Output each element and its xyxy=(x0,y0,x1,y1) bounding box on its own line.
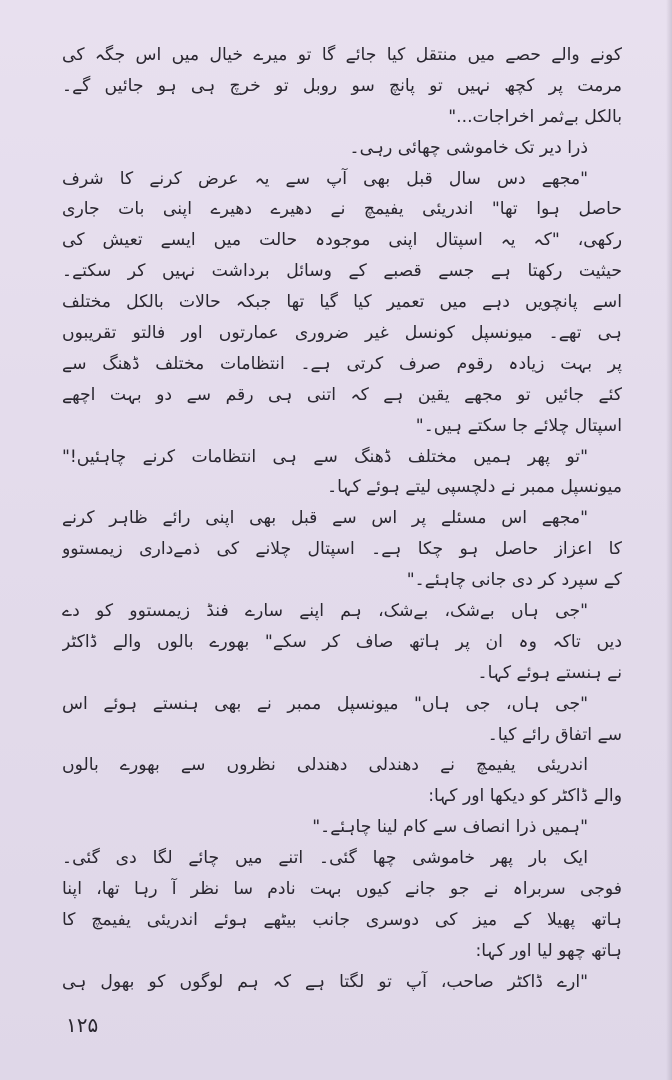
text-line-17: کا اعزاز حاصل ہو چکا ہے۔ اسپتال چلانے کی ذمےداری زیمستوو xyxy=(62,539,622,560)
text-line-23: سے اتفاق رائے کیا۔ xyxy=(487,724,622,745)
page-edge-shadow xyxy=(666,0,672,1080)
text-line-7: رکھی، "کہ یہ اسپتال اپنی موجودہ حالت میں ایسے تعیش کی xyxy=(62,230,622,251)
text-line-28: فوجی سربراہ نے جو جانے کیوں بہت نادم سا نظر آ رہا تھا، اپنا xyxy=(62,879,622,900)
text-line-9: اسے پانچویں دہے میں تعمیر کیا گیا تھا جبکہ حالات بالکل مختلف xyxy=(62,292,622,313)
text-line-1: کونے والے حصے میں منتقل کیا جائے گا تو میرے خیال میں اس جگہ کی xyxy=(62,45,622,65)
text-line-8: حیثیت رکھتا ہے جسے قصبے کے وسائل برداشت نہیں کر سکتے۔ xyxy=(62,261,622,282)
text-line-15: میونسپل ممبر نے دلچسپی لیتے ہوئے کہا۔ xyxy=(327,477,622,498)
page-number: ۱۲۵ xyxy=(66,1013,99,1037)
text-line-2: مرمت پر کچھ نہیں تو پانچ سو روبل تو خرچ ہی ہو جائیں گے۔ xyxy=(62,75,622,96)
text-line-25: والے ڈاکٹر کو دیکھا اور کہا: xyxy=(428,786,622,807)
text-line-29: ہاتھ پھیلا کے میز کی دوسری جانب بیٹھے ہوئے اندریئی یفیمچ کا xyxy=(62,909,622,930)
text-line-24: اندریئی یفیمچ نے دھندلی دھندلی نظروں سے بھورے بالوں xyxy=(62,755,588,776)
text-line-30: ہاتھ چھو لیا اور کہا: xyxy=(475,940,622,961)
text-line-26: "ہمیں ذرا انصاف سے کام لینا چاہئے۔" xyxy=(312,817,588,838)
text-line-12: کئے جائیں تو مجھے یقین ہے کہ اتنی ہی رقم سے دو بہت اچھے xyxy=(62,384,622,405)
text-line-20: دیں تاکہ وہ ان پر ہاتھ صاف کر سکے" بھورے بالوں والے ڈاکٹر xyxy=(62,631,622,652)
text-line-11: پر بہت زیادہ رقوم صرف کرتی ہے۔ انتظامات مختلف ڈھنگ سے xyxy=(62,353,622,374)
urdu-text-body xyxy=(62,40,622,998)
text-line-19: "جی ہاں بےشک، بےشک، ہم اپنے سارے فنڈ زیمستوو کو دے xyxy=(62,601,588,622)
text-line-21: نے ہنستے ہوئے کہا۔ xyxy=(477,662,622,683)
text-line-27: ایک بار پھر خاموشی چھا گئی۔ اتنے میں چائے لگا دی گئی۔ xyxy=(62,848,588,869)
text-line-6: حاصل ہوا تھا" اندریئی یفیمچ نے دھیرے دھیرے اپنی بات جاری xyxy=(62,199,622,220)
text-line-10: ہی تھے۔ میونسپل کونسل غیر ضروری عمارتوں اور فالتو تقریبوں xyxy=(62,323,622,344)
text-line-16: "مجھے اس مسئلے پر اس سے قبل بھی اپنی رائے ظاہر کرنے xyxy=(62,508,588,529)
text-line-22: "جی ہاں، جی ہاں" میونسپل ممبر نے بھی ہنستے ہوئے اس xyxy=(62,693,588,714)
text-line-14: "تو پھر ہمیں مختلف ڈھنگ سے ہی انتظامات کرنے چاہئیں!" xyxy=(62,446,588,467)
text-line-3: بالکل بےثمر اخراجات..." xyxy=(448,106,622,127)
text-line-5: "مجھے دس سال قبل بھی آپ سے یہ عرض کرنے کا شرف xyxy=(62,168,588,189)
text-line-31: "ارے ڈاکٹر صاحب، آپ تو لگتا ہے کہ ہم لوگوں کو بھول ہی xyxy=(62,971,588,992)
text-line-4: ذرا دیر تک خاموشی چھائی رہی۔ xyxy=(349,137,588,158)
text-line-13: اسپتال چلائے جا سکتے ہیں۔" xyxy=(415,415,622,436)
text-line-18: کے سپرد کر دی جانی چاہئے۔" xyxy=(406,570,622,591)
